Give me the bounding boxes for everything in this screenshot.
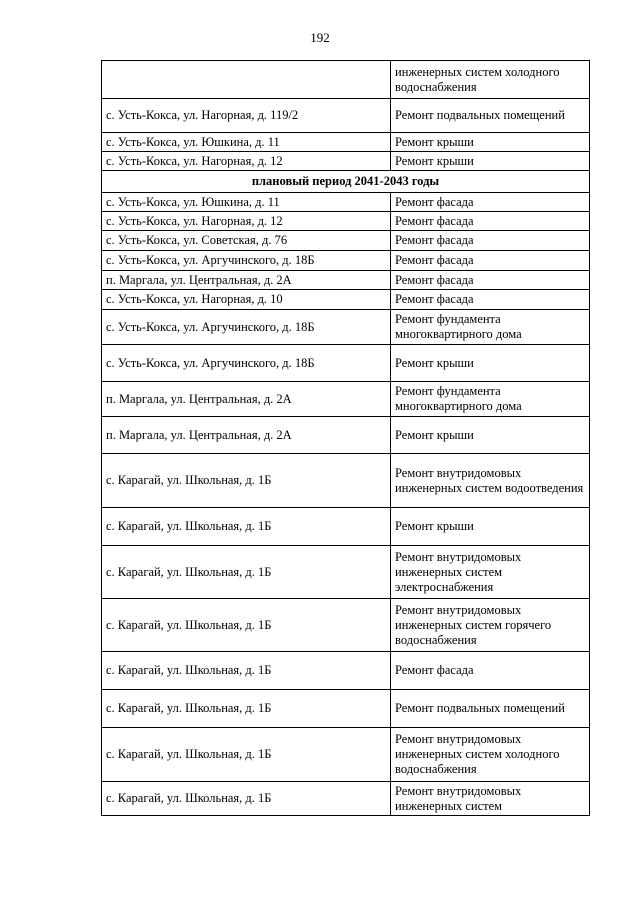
address-cell: с. Усть-Кокса, ул. Юшкина, д. 11 (102, 193, 391, 212)
table-row (102, 782, 590, 816)
work-type-cell: Ремонт фасада (391, 652, 590, 690)
work-type-cell: Ремонт фасада (391, 193, 590, 212)
work-type-cell: инженерных систем холодного водоснабжения (391, 61, 590, 99)
address-cell: с. Усть-Кокса, ул. Советская, д. 76 (102, 231, 391, 251)
address-cell: с. Усть-Кокса, ул. Аргучинского, д. 18Б (102, 310, 391, 345)
table-row (102, 133, 590, 152)
address-cell: п. Маргала, ул. Центральная, д. 2А (102, 382, 391, 417)
work-type-cell: Ремонт крыши (391, 345, 590, 382)
work-type-cell: Ремонт внутридомовых инженерных систем холодного водоснабжения (391, 728, 590, 782)
work-type-cell: Ремонт внутридомовых инженерных систем электроснабжения (391, 546, 590, 599)
work-type-cell: Ремонт крыши (391, 152, 590, 171)
work-type-cell: Ремонт фасада (391, 251, 590, 271)
table-row (102, 99, 590, 133)
table-row (102, 251, 590, 271)
work-type-cell: Ремонт фундамента многоквартирного дома (391, 310, 590, 345)
address-cell: с. Карагай, ул. Школьная, д. 1Б (102, 454, 391, 508)
address-cell: с. Усть-Кокса, ул. Аргучинского, д. 18Б (102, 251, 391, 271)
work-type-cell: Ремонт крыши (391, 508, 590, 546)
work-type-cell: Ремонт крыши (391, 133, 590, 152)
address-cell: с. Усть-Кокса, ул. Юшкина, д. 11 (102, 133, 391, 152)
table-row (102, 508, 590, 546)
work-type-cell: Ремонт крыши (391, 417, 590, 454)
table-row (102, 546, 590, 599)
work-type-cell: Ремонт фундамента многоквартирного дома (391, 382, 590, 417)
table-row (102, 345, 590, 382)
address-cell: с. Карагай, ул. Школьная, д. 1Б (102, 652, 391, 690)
address-cell: с. Карагай, ул. Школьная, д. 1Б (102, 508, 391, 546)
work-type-cell: Ремонт внутридомовых инженерных систем горячего водоснабжения (391, 599, 590, 652)
table-row (102, 454, 590, 508)
table-row (102, 152, 590, 171)
work-type-cell: Ремонт внутридомовых инженерных систем водоотведения (391, 454, 590, 508)
address-cell: с. Карагай, ул. Школьная, д. 1Б (102, 728, 391, 782)
table-row (102, 417, 590, 454)
address-cell: с. Карагай, ул. Школьная, д. 1Б (102, 782, 391, 816)
work-type-cell: Ремонт внутридомовых инженерных систем (391, 782, 590, 816)
address-cell: с. Усть-Кокса, ул. Нагорная, д. 12 (102, 212, 391, 231)
work-type-cell: Ремонт подвальных помещений (391, 99, 590, 133)
address-cell: п. Маргала, ул. Центральная, д. 2А (102, 417, 391, 454)
address-cell: с. Карагай, ул. Школьная, д. 1Б (102, 690, 391, 728)
work-type-cell: Ремонт подвальных помещений (391, 690, 590, 728)
table-row (102, 193, 590, 212)
section-row (102, 171, 590, 193)
address-cell: с. Усть-Кокса, ул. Нагорная, д. 12 (102, 152, 391, 171)
work-type-cell: Ремонт фасада (391, 212, 590, 231)
table-row (102, 382, 590, 417)
table-row (102, 290, 590, 310)
address-cell: с. Карагай, ул. Школьная, д. 1Б (102, 599, 391, 652)
table-row (102, 212, 590, 231)
table-row (102, 231, 590, 251)
address-cell: с. Усть-Кокса, ул. Нагорная, д. 10 (102, 290, 391, 310)
address-cell: с. Карагай, ул. Школьная, д. 1Б (102, 546, 391, 599)
table-row (102, 61, 590, 99)
table-row (102, 271, 590, 290)
repair-schedule-table (101, 60, 590, 816)
page-number: 192 (310, 30, 330, 45)
work-type-cell: Ремонт фасада (391, 290, 590, 310)
work-type-cell: Ремонт фасада (391, 271, 590, 290)
address-cell: с. Усть-Кокса, ул. Нагорная, д. 119/2 (102, 99, 391, 133)
table-row (102, 728, 590, 782)
section-heading: плановый период 2041-2043 годы (102, 171, 590, 193)
work-type-cell: Ремонт фасада (391, 231, 590, 251)
table-row (102, 599, 590, 652)
address-cell: п. Маргала, ул. Центральная, д. 2А (102, 271, 391, 290)
table-row (102, 652, 590, 690)
table-row (102, 310, 590, 345)
address-cell: с. Усть-Кокса, ул. Аргучинского, д. 18Б (102, 345, 391, 382)
address-cell (102, 61, 391, 99)
table-row (102, 690, 590, 728)
